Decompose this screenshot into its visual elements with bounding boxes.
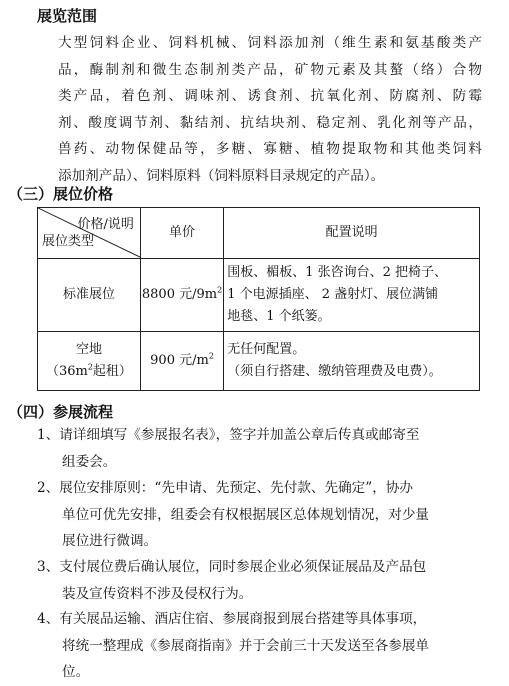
- scope-line: 品，酶制剂和微生态制剂类产品，矿物元素及其螯（络）合物: [58, 61, 482, 78]
- process-step-2: [37, 475, 429, 555]
- header-price-desc-label: 价格/说明: [77, 217, 134, 232]
- process-line: 2、展位安排原则：“先申请、先预定、先付款、先确定”，协办: [37, 480, 413, 496]
- process-line: 1、请详细填写《参展报名表》，签字并加盖公章后传真或邮寄至: [37, 427, 420, 443]
- process-step-3: [37, 554, 426, 607]
- process-line: 位。: [62, 664, 90, 681]
- min-area-prefix: （36m: [45, 364, 88, 379]
- min-area-sup: 2: [87, 362, 93, 372]
- config-line: （须自行搭建、缴纳管理费及电费）。: [227, 364, 442, 379]
- config-line: 围板、楣板、1 张咨询台、2 把椅子、: [227, 265, 447, 280]
- price-unit-sup: 2: [217, 285, 223, 295]
- process-step-1: [37, 422, 419, 475]
- price-value: 900 元/m: [150, 353, 209, 368]
- header-config-desc: 配置说明: [224, 208, 480, 259]
- process-line: 4、有关展品运输、酒店住宿、参展商报到展台搭建等具体事项，: [37, 611, 427, 627]
- config-line: 无任何配置。: [227, 342, 306, 357]
- scope-line: 添加剂产品）、饲料原料（饲料原料目录规定的产品）。: [58, 167, 385, 184]
- config-space: [224, 332, 480, 391]
- price-table-header-row: [38, 208, 480, 259]
- header-booth-type-label: 展位类型: [42, 234, 95, 249]
- process-line: 展位进行微调。: [62, 533, 158, 550]
- price-heading: （三）展位价格: [8, 185, 114, 203]
- booth-type-standard: 标准展位: [38, 259, 141, 332]
- scope-line: 剂、酸度调节剂、黏结剂、抗结块剂、稳定剂、乳化剂等产品，: [58, 114, 482, 131]
- config-standard: [224, 259, 480, 332]
- scope-heading: 展览范围: [37, 7, 98, 25]
- process-line: 装及宣传资料不涉及侵权行为。: [62, 585, 253, 602]
- header-unit-price: 单价: [140, 208, 223, 259]
- config-line: 地毯、1 个纸篓。: [227, 309, 331, 324]
- booth-type-space-line2: [41, 361, 137, 383]
- process-line: 单位可优先安排，组委会有权根据展区总体规划情况，对少量: [62, 506, 430, 523]
- table-row: [38, 332, 480, 391]
- price-table: [37, 207, 480, 391]
- process-line: 3、支付展位费后确认展位，同时参展企业必须保证展品及产品包: [37, 559, 427, 575]
- process-line: 组委会。: [62, 453, 117, 470]
- diagonal-header-cell: [38, 208, 141, 259]
- table-row: [38, 259, 480, 332]
- price-value: 8800 元/9m: [141, 287, 218, 302]
- scope-line: 大型饲料企业、饲料机械、饲料添加剂（维生素和氨基酸类产: [58, 35, 482, 51]
- price-standard: [140, 259, 223, 332]
- process-heading: （四）参展流程: [8, 403, 114, 421]
- scope-line: 类产品，着色剂、调味剂、诱食剂、抗氧化剂、防腐剂、防霉: [58, 88, 482, 105]
- process-line: 将统一整理成《参展商指南》并于会前三十天发送至各参展单: [62, 637, 430, 654]
- min-area-suffix: 起租）: [92, 364, 132, 379]
- booth-type-space-line1: 空地: [75, 342, 102, 357]
- scope-line: 兽药、动物保健品等，多糖、寡糖、植物提取物和其他类饲料: [58, 141, 482, 158]
- config-line: 1 个电源插座、 2 盏射灯、展位满铺: [227, 287, 439, 302]
- price-space: [140, 332, 223, 391]
- process-step-4: [37, 606, 429, 686]
- price-unit-sup: 2: [208, 351, 214, 361]
- scope-paragraph: [58, 30, 482, 190]
- booth-type-space: [38, 332, 141, 391]
